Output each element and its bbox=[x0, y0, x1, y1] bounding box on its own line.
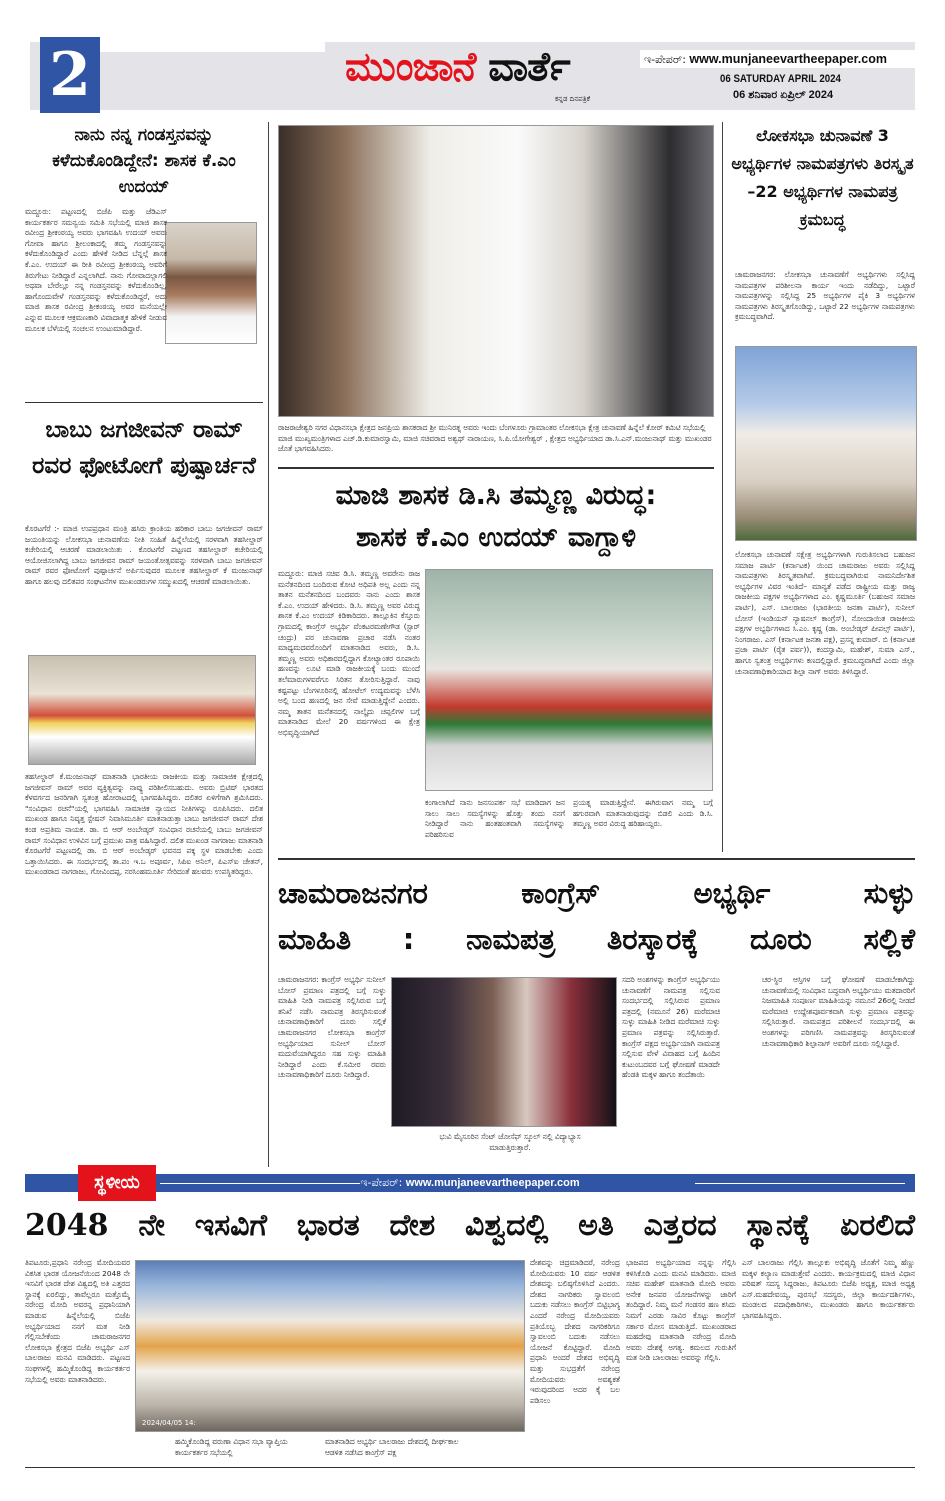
caption-munirathna: ರಾಜರಾಜೇಶ್ವರಿ ನಗರ ವಿಧಾನಸಭಾ ಕ್ಷೇತ್ರದ ಜನಪ್ರಿಯ ಶಾಸಕರಾದ ಶ್ರೀ ಮುನಿರತ್ನ ಅವರು ಇಂದು ಬೆಂಗಳೂರು ಗ್ರಾಮಾಂತರ ಲೋಕಸಭಾ ಕ್ಷೇತ್ರ ಚುನಾವಣೆ ಹಿನ್ನೆಲೆ ಕೋರ್ ಕಮಿಟಿ ಸಭೆಯಲ್ಲಿ ಮಾಜಿ ಮುಖ್ಯಮಂತ್ರಿಗಳಾದ ಎಚ್.ಡಿ.ಕುಮಾರಸ್ವಾಮಿ, ಮಾಜಿ ಸಚಿವರಾದ ಅಶ್ವಥ್ ನಾರಾಯಣ, ಸಿ.ಪಿ.ಯೋಗೇಶ್ವರ್ , ಕ್ಷೇತ್ರದ ಅಭ್ಯರ್ಥಿಯಾದ ಡಾ.ಸಿ.ಎನ್.ಮಂಜುನಾಥ್ ಮತ್ತು ಮುಖಂಡರ ಜೊತೆ ಭಾಗವಹಿಸಿದರು. bbox=[278, 423, 712, 454]
divider bbox=[278, 467, 714, 469]
photo-jagjivan-tribute bbox=[28, 655, 256, 765]
caption-2048-2: ಮಾತನಾಡಿದ ಅಭ್ಯರ್ಥಿ ಬಾಲರಾಜು ದೇಶದಲ್ಲಿ ದೀರ್ಘಕಾಲ ಆಡಳಿತ ನಡೆಸಿದ ಕಾಂಗ್ರೆಸ್ ಪಕ್ಷ bbox=[325, 1437, 459, 1457]
epaper-label: ಇ-ಪೇಪರ್: bbox=[644, 53, 686, 66]
photo-candidate-family bbox=[391, 977, 617, 1127]
headline-chamarajanagar bbox=[278, 870, 915, 962]
photo-munirathna-meeting bbox=[278, 125, 714, 417]
article-2048-col4: ಎಸ್ ಬಾಲರಾಜು ಗೆಲ್ಲಿಸಿ ತಾಲ್ಲೂಕು ಅಭಿವೃದ್ಧಿ ಜೊತೆಗೆ ನಿಮ್ಮ ಹೆಣ್ಣು ಮಕ್ಕಳ ಕಲ್ಯಾಣ ಮಾಡುತ್ತೇವೆ ಎಂದರು. ಕಾರ್ಯಕ್ರಮದಲ್ಲಿ ಮಾಜಿ ವಿಧಾನ ಪರಿಷತ್ ಸದಸ್ಯ ಸಿದ್ದರಾಜು, ತಿಪಟೂರು ಬಿಜೆಪಿ ಅಧ್ಯಕ್ಷ, ಮಾಜಿ ಅಧ್ಯಕ್ಷ ಎಸ್.ಮಹದೇವಯ್ಯ, ಪುರಸಭೆ ಸದಸ್ಯರು, ಜಿಲ್ಲಾ ಕಾರ್ಯದರ್ಶಿಗಳು, ಮಂಡಲದ ಪದಾಧಿಕಾರಿಗಳು, ಮುಖಂಡರು ಹಾಗೂ ಕಾರ್ಯಕರ್ತರು ಭಾಗವಹಿಸಿದ್ದರು. bbox=[742, 1258, 915, 1320]
photo-bjp-meeting bbox=[135, 1260, 525, 1432]
masthead-gap bbox=[100, 42, 325, 52]
article-chamarajanagar-col1: ಚಾಮರಾಜನಗರ: ಕಾಂಗ್ರೆಸ್ ಅಭ್ಯರ್ಥಿ ಸುನೀಲ್ ಬೋಸ್ ಪ್ರಮಾಣ ಪತ್ರದಲ್ಲಿ ಬಗ್ಗೆ ಸುಳ್ಳು ಮಾಹಿತಿ ನೀಡಿ ನಾಮಪತ್ರ ಸಲ್ಲಿಸಿರುವ ಬಗ್ಗೆ ತನಿಖೆ ನಡೆಸಿ ನಾಮಪತ್ರ ತಿರಸ್ಕರಿಸುವಂತೆ ಚುನಾವಣಾಧಿಕಾರಿಗೆ ದೂರು ಸಲ್ಲಿಕೆ ಚಾಮರಾಜನಗರ ಲೋಕಸಭಾ ಕಾಂಗ್ರೆಸ್ ಅಭ್ಯರ್ಥಿಯಾದ ಸುನೀಲ್ ಬೋಸ್ ಮದುವೆಯಾಗಿದ್ದರೂ ಸಹ ಸುಳ್ಳು ಮಾಹಿತಿ ನೀಡಿದ್ದಾರೆ ಎಂದು ಕೆ.ಸಮೀರ ರವರು ಚುನಾವಣಾಧಿಕಾರಿಗೆ ದೂರು ನೀಡಿದ್ದಾರೆ. bbox=[278, 975, 386, 1080]
photo-campaign-rally bbox=[425, 569, 713, 791]
headline-thammanna bbox=[278, 475, 714, 559]
article-udaya bbox=[25, 207, 263, 393]
article-2048-col2: ದೇಶವನ್ನು ಚಿದ್ರಮಾಡಿದರೆ, ನರೇಂದ್ರ ಮೋದಿಯವರು 10 ವರ್ಷ ಆಡಳಿತ ದೇಶವನ್ನು ಬಲಿಷ್ಠಗೊಳಿಸಿದೆ ಎಂದರು. ದೇಶದ ನಾಗರಿಕರು ಸ್ವಾವಲಂಬಿ ಬದುಕು ನಡೆಸಲು ಕಾಂಗ್ರೆಸ್ ಬಿಟ್ಟಿಭಾಗ್ಯ ಎಂದರೆ ನರೇಂದ್ರ ಮೋದಿಯವರು ಪ್ರತಿಯೊಬ್ಬ ದೇಶದ ನಾಗರಿಕರಿಗೂ ಸ್ವಾವಲಂಬಿ ಬದುಕು ನಡೆಸಲು ಯೋಜನೆ ಕೊಟ್ಟಿದ್ದಾರೆ. ಮೋದಿ ಪ್ರಧಾನಿ ಅಂದರೆ ದೇಶದ ಅಭಿವೃದ್ಧಿ ಮತ್ತು ಸುಭದ್ರತೆಗೆ ನರೇಂದ್ರ ಮೋದಿಯವರು ಅವಶ್ಯಕತೆ ಇರುವುದರಿಂದ ಅದರ ಕೈ ಬಲ ಪಡಿಸಲು bbox=[530, 1258, 620, 1405]
section-epaper-url[interactable]: www.munjaneevartheepaper.com bbox=[405, 1177, 580, 1189]
article-jagjivan-bottom: ತಹಸೀಲ್ದಾರ್ ಕೆ.ಮಂಜುನಾಥ್ ಮಾತನಾಡಿ ಭಾರತೀಯ ರಾಜಕೀಯ ಮತ್ತು ಸಾಮಾಜಿಕ ಕ್ಷೇತ್ರದಲ್ಲಿ ಜಗಜೀವನ್ ರಾಮ್ ಅವರ ವ್ಯಕ್ತಿತ್ವವನ್ನು ನಾವ್ಯು ಪರಿಶೀಲಿಸಬಹುದು. ಅವರು ಬ್ರಿಟಿಷ್ ಭಾರತದ ಕೆಳವರ್ಗದ ಜನರಿಗಾಗಿ ಸ್ವತಂತ್ರ ಹೋರಾಟದಲ್ಲಿ ಭಾಗವಹಿಸಿದ್ದರು. ದಲಿತರ ಏಳಿಗೆಗಾಗಿ ಶ್ರಮಿಸಿದರು. "ಸಂವಿಧಾನ ರಚನೆ"ಯಲ್ಲಿ ಭಾಗವಹಿಸಿ ಸಾಮಾಜಿಕ ನ್ಯಾಯದ ನೀತಿಗಳನ್ನು ರೂಪಿಸಿದರು. ದಲಿತ ಮುಖಂಡ ಹಾಗೂ ನಿವೃತ್ತ ಸ್ಟೇಷನ್ ನಿವಾಸಿಮೂರ್ತಿ ಮಾತನಾಡುತ್ತಾ ಬಾಬು ಜಗಜೀವನ್ ರಾಮ್ ದೇಶ ಕಂಡ ಅಪ್ರತಿಮ ನಾಯಕ. ಡಾ. ಬಿ ಆರ್ ಅಂಬೇಡ್ಕರ್ ಸಂವಿಧಾನ ರಚನೆಯಲ್ಲಿ ಬಾಬು ಜಗಜೀವನ್ ರಾಮ್ ಸಂವಿಧಾನ ಉಳಿವಿನ ಬಗ್ಗೆ ಪ್ರಮುಖ ಪಾತ್ರ ವಹಿಸಿದ್ದಾರೆ. ದಲಿತ ಮುಖಂಡ ನಾಗರಾಜು ಮಾತನಾಡಿ ಕೊರಟಗೆರೆ ಪಟ್ಟಣದಲ್ಲಿ ಡಾ. ಬಿ ಆರ್ ಅಂಬೇಡ್ಕರ್ ಭವನದ ಪಕ್ಕ ಸ್ಥಳ ಮಾಡಬೇಕು ಎಂದು ಒತ್ತಾಯಿಸಿದರು. ಈ ಸಂದರ್ಭದಲ್ಲಿ ತಾ.ಪಂ ಇ.ಒ ಅಪೂರ್ವ, ಸಿಪಿಐ ಅನಿಲ್, ಪಿಎಸ್ಐ ಚೇತನ್, ಮುಖಂಡರಾದ ನಾಗರಾಜು, ಗೋವಿಂದಪ್ಪ, ನರಸಿಂಹಮೂರ್ತಿ ಸೇರಿದಂತೆ ಹಲವರು ಉಪಸ್ಥಿತರಿದ್ದರು. bbox=[25, 772, 263, 877]
article-chamarajanagar-col3: ಚರ-ಸ್ಥಿರ ಆಸ್ತಿಗಳ ಬಗ್ಗೆ ಘೋಷಣೆ ಮಾಡಬೇಕಾಗಿದ್ದು ಚುನಾವಣೆಯಲ್ಲಿ ಸಂವಿಧಾನ ಬದ್ಧವಾಗಿ ಅಭ್ಯರ್ಥಿಯು ಮತದಾರರಿಗೆ ನಿಜಮಾಹಿತಿ ಸಂಪೂರ್ಣ ಮಾಹಿತಿಯನ್ನು ನಮೂನೆ 26ರಲ್ಲಿ ನೀಡದೆ ಮರೆಮಾಚಿ ಉದ್ದೇಶಪೂರ್ವಕವಾಗಿ ಸುಳ್ಳು ಪ್ರಮಾಣ ಪತ್ರವನ್ನು ಸಲ್ಲಿಸಿರುತ್ತಾರೆ. ನಾಮಪತ್ರದ ಪರಿಶೀಲನೆ ಸಂದರ್ಭದಲ್ಲಿ ಈ ಅಂಶಗಳನ್ನು ಪರಿಗಣಿಸಿ ನಾಮಪತ್ರವನ್ನು ತಿರಸ್ಕರಿಸುವಂತೆ ಚುನಾವಣಾಧಿಕಾರಿ ಶಿಲ್ಪಾನಾಗ್ ಅವರಿಗೆ ದೂರು ಸಲ್ಲಿಸಿದ್ದಾರೆ. bbox=[762, 975, 915, 1048]
logo-red: ಮುಂಜಾನೆ bbox=[345, 44, 476, 90]
article-chamarajanagar-col2: ಸದರಿ ಅಂಶಗಳನ್ನು ಕಾಂಗ್ರೆಸ್ ಅಭ್ಯರ್ಥಿಯು ಚುನಾವಣೆಗೆ ನಾಮಪತ್ರ ಸಲ್ಲಿಸುವ ಸಂದರ್ಭದಲ್ಲಿ ಸಲ್ಲಿಸಿರುವ ಪ್ರಮಾಣ ಪತ್ರದಲ್ಲಿ (ನಮೂನೆ 26) ಮರೆಮಾಚಿ ಸುಳ್ಳು ಮಾಹಿತಿ ನೀಡಿದ ಮರೆಮಾಚಿ ಸುಳ್ಳು ಪ್ರಮಾಣ ಪತ್ರವನ್ನು ಸಲ್ಲಿಸಿರುತ್ತಾರೆ. ಕಾಂಗ್ರೆಸ್ ಪಕ್ಷದ ಅಭ್ಯರ್ಥಿಯಾಗಿ ನಾಮಪತ್ರ ಸಲ್ಲಿಸುವ ವೇಳೆ ವಿವಾಹದ ಬಗ್ಗೆ ಹಿಂದಿನ ಕುಟುಂಬದವರ ಬಗ್ಗೆ ಘೋಷಣೆ ಮಾಡದೇ ಹೆಂಡತಿ ಮಕ್ಕಳ ಹಾಗೂ ತಂದೆತಾಯಿ bbox=[622, 975, 720, 1080]
section-tab-local[interactable]: ಸ್ಥಳೀಯ bbox=[78, 1165, 156, 1201]
article-thammanna: ಮದ್ದೂರು: ಮಾಜಿ ಸಚಿವ ಡಿ.ಸಿ. ತಮ್ಮಣ್ಣ ಅವರೇನು ರಾಜ ಮನೆತನದಿಂದ ಬಂದಿರುವ ಕೋಟಿ ಅಧಿಪತಿ ಅಲ್ಲ ಎಂದು ನನ್ನ ತಾತನ ಮನೆತನದಿಂದ ಬಂದವರು ನಾನು ಎಂದು ಶಾಸಕ ಕೆ.ಎಂ. ಉದಯ್ ಹೇಳಿದರು. ಡಿ.ಸಿ. ತಮ್ಮಣ್ಣ ಅವರ ವಿರುದ್ಧ ಶಾಸಕ ಕೆ.ಎಂ ಉದಯ್ ಕಿಡಿಕಾರಿದರು. ತಾಲ್ಲೂಕಿನ ಕೆಸ್ತೂರು ಗ್ರಾಮದಲ್ಲಿ ಕಾಂಗ್ರೆಸ್ ಅಭ್ಯರ್ಥಿ ವೆಂಕಟರಮಣೇಗೌಡ (ಸ್ಟಾರ್ ಚಂದ್ರು) ಪರ ಚುನಾವಣಾ ಪ್ರಚಾರ ನಡೆಸಿ ನಂತರ ಮಾಧ್ಯಮದವರೊಂದಿಗೆ ಮಾತನಾಡಿದ ಅವರು, ಡಿ.ಸಿ. ತಮ್ಮಣ್ಣ ಅವರು ಅಧಿಕಾರದಲ್ಲಿದ್ದಾಗ ಕೋಟ್ಯಾಂತರ ರೂಪಾಯಿ ಹಣವನ್ನು ಲೂಟಿ ಮಾಡಿ ರಾಜಕೀಯಕ್ಕೆ ಬಂದು ಮುಂದೆ ತಲೆಮಾರುಗಳವರೆಗೂ ಸಿರಿತನ ತೋರಿಸುತ್ತಿದ್ದಾರೆ. ನಾವು ಕಷ್ಟಪಟ್ಟು ಬೆಂಗಳೂರಿನಲ್ಲಿ ಹೋಟೆಲ್ ಉದ್ಯಮವನ್ನು ಬೆಳೆಸಿ ಅಲ್ಲಿ ಬಂದ ಹಣದಲ್ಲಿ ಜನ ಸೇವೆ ಮಾಡುತ್ತಿದ್ದೇನೆ ಎಂದರು. ನಮ್ಮ ತಾತನ ಮನೆತನದಲ್ಲಿ ನಾಲ್ಕೈದು ಚಪ್ಪಲಿಗಳ ಬಗ್ಗೆ ಮಾತನಾಡಿದ ಮೇಲೆ 20 ವರ್ಷಗಳಿಂದ ಈ ಕ್ಷೇತ್ರ ಅಭಿವೃದ್ಧಿಯಾಗಿದೆ bbox=[278, 569, 420, 737]
section-epaper-label: ಇ-ಪೇಪರ್: bbox=[360, 1176, 403, 1189]
article-2048-col3: ಭಾಜಪದ ಅಭ್ಯರ್ಥಿಯಾದ ನನ್ನನ್ನು ಗೆಲ್ಲಿಸಿ ಕಳಿಸಿಕೊಡಿ ಎಂದು ಮನವಿ ಮಾಡಿದರು. ಮಾಜಿ ಸಚಿವ ಮಹೇಶ್ ಮಾತನಾಡಿ ಮೋದಿ ಅವರು ಅನೇಕ ಜನಪರ ಯೋಜನೆಗಳನ್ನು ಜಾರಿಗೆ ತಂದಿದ್ದಾರೆ. ನಿಮ್ಮ ಮನೆ ಗಂಡಸರ ಹಣ ಕಸಿದು ನಿಮಗೆ ಎರಡು ಸಾವಿರ ಕೊಟ್ಟು ಕಾಂಗ್ರೆಸ್ ಸರ್ಕಾರ ಮೋಸ ಮಾಡುತ್ತಿದೆ. ಮುಖಂಡರಾದ ಮಹದೇವು ಮಾತನಾಡಿ ನರೇಂದ್ರ ಮೋದಿ ಅವರು ದೇಶಕ್ಕೆ ಅಗತ್ಯ. ಕಮಲದ ಗುರುತಿಗೆ ಮತ ನೀಡಿ ಬಾಲರಾಜು ಅವರನ್ನು ಗೆಲ್ಲಿಸಿ. bbox=[626, 1258, 736, 1363]
headline-line: ಶಾಸಕ ಕೆ.ಎಂ ಉದಯ್ ವಾಗ್ದಾಳಿ bbox=[355, 522, 637, 553]
article-loksabha-bottom: ಲೋಕಸಭಾ ಚುನಾವಣೆ ಸಕ್ಷೇತ್ರ ಅಭ್ಯರ್ಥಿಗಳಾಗಿ ಗುರುತಿಸಲಾದ ಬಹುಜನ ಸಮಾಜ ಪಾರ್ಟಿ (ಕರ್ನಾಟಕ) ಯಿಂದ ಚಾಮರಾಜು ಅವರು ಸಲ್ಲಿಸಿದ್ದ ನಾಮಪತ್ರಗಳು ತಿರಸ್ಕೃತವಾಗಿವೆ. ಕ್ರಮಬದ್ಧವಾಗಿರುವ ನಾಮನಿರ್ದೇಶಿತ ಅಭ್ಯರ್ಥಿಗಳ ವಿವರ ಇಂತಿದೆ– ಮಾನ್ಯತೆ ಪಡೆದ ರಾಷ್ಟ್ರೀಯ ಮತ್ತು ರಾಜ್ಯ ರಾಜಕೀಯ ಪಕ್ಷಗಳ ಅಭ್ಯರ್ಥಿಗಳಾದ ಎಂ. ಕೃಷ್ಣಮೂರ್ತಿ (ಬಹುಜನ ಸಮಾಜ ಪಾರ್ಟಿ), ಎಸ್. ಬಾಲರಾಜು (ಭಾರತೀಯ ಜನತಾ ಪಾರ್ಟಿ), ಸುನೀಲ್ ಬೋಸ್ (ಇಂಡಿಯನ್ ನ್ಯಾಷನಲ್ ಕಾಂಗ್ರೆಸ್), ನೋಂದಾಯಿತ ರಾಜಕೀಯ ಪಕ್ಷಗಳ ಅಭ್ಯರ್ಥಿಗಳಾದ ಸಿ.ಎಂ. ಕೃಷ್ಣ (ಡಾ. ಅಂಬೇಡ್ಕರ್ ಪೀಪಲ್ಸ್ ಪಾರ್ಟಿ), ನಿಂಗರಾಜು. ಎಸ್ (ಕರ್ನಾಟಕ ಜನತಾ ಪಕ್ಷ), ಪ್ರಸನ್ನ ಕುಮಾರ್. ಬಿ (ಕರ್ನಾಟಕ ಪ್ರಜಾ ಪಾರ್ಟಿ (ರೈತ ಪರ್ವ)), ಕಂದಸ್ವಾಮಿ, ಮಹೇಶ್, ಸುಮಾ ಎಸ್., ಹಾಗೂ ಸ್ವತಂತ್ರ ಅಭ್ಯರ್ಥಿಗಳು ಕಣದಲ್ಲಿದ್ದಾರೆ. ಕ್ರಮಬದ್ಧವಾಗಿದೆ ಎಂದು ಜಿಲ್ಲಾ ಚುನಾವಣಾಧಿಕಾರಿಯಾದ ಶಿಲ್ಪಾ ನಾಗ್ ಅವರು ತಿಳಿಸಿದ್ದಾರೆ. bbox=[735, 550, 915, 676]
article-udaya-text: ಮದ್ದೂರು: ಪಟ್ಟಣದಲ್ಲಿ ಬಿಜೆಪಿ ಮತ್ತು ಜೆಡಿಎಸ್ ಕಾರ್ಯಕರ್ತರ ಸಮನ್ವಯ ಸಮಿತಿ ಸಭೆಯಲ್ಲಿ ಮಾಜಿ ಶಾಸಕ ರವೀಂದ್ರ ಶ್ರೀಕಂಠಯ್ಯ ಅವರು ಭಾಗವಹಿಸಿ ಉದಯ್ ಅವರು ಗೋವಾ ಹಾಗೂ ಶ್ರೀಲಂಕಾದಲ್ಲಿ ತಮ್ಮ ಗಂಡಸ್ತನವನ್ನು ಕಳೆದುಕೊಂಡಿದ್ದಾರೆ ಎಂದು ಹೇಳಿಕೆ ನೀಡಿದ ಬೆನ್ನಲ್ಲೆ ಶಾಸಕ ಕೆ.ಎಂ. ಉದಯ್ ಈ ರೀತಿ ರವೀಂದ್ರ ಶ್ರೀಕಂಠಯ್ಯ ಅವರಿಗೆ ತಿರುಗೇಟು ನೀಡಿದ್ದಾರೆ ಎನ್ನಲಾಗಿದೆ. ನಾನು ಗೋವಾದಲ್ಲಾಗಲಿ ಅಥವಾ ಬೇರೆಲ್ಲೂ ನನ್ನ ಗಂಡಸ್ತನವನ್ನು ಕಳೆದುಕೊಂಡಿಲ್ಲ, ಹಾಗೊಂದುವೇಳೆ ಗಂಡಸ್ತನವನ್ನು ಕಳೆದುಕೊಂಡಿದ್ದರೆ, ಅದು ಮಾಜಿ ಶಾಸಕ ರವೀಂದ್ರ ಶ್ರೀಕಂಠಯ್ಯ ಅವರ ಮನೆಯಲ್ಲೇ ಎನ್ನುವ ಮೂಲಕ ಆಕ್ರಮಣಕಾರಿ ವಿವಾದಾತ್ಮಕ ಹೇಳಿಕೆ ನೀಡುವ ಮೂಲಕ ಬೆಳೆಯಲ್ಲಿ ಸಂಚಲನ ಉಂಟುಮಾಡಿದ್ದಾರೆ. bbox=[25, 207, 167, 333]
column-divider bbox=[722, 122, 723, 852]
photo-district-office bbox=[735, 346, 917, 541]
photo-timestamp: 2024/04/05 14: bbox=[142, 1419, 196, 1427]
headline-line: ಮಾಹಿತಿ : ನಾಮಪತ್ರ ತಿರಸ್ಕಾರಕ್ಕೆ ದೂರು ಸಲ್ಲಿಕೆ bbox=[278, 922, 915, 956]
headline-line: ಚಾಮರಾಜನಗರ ಕಾಂಗ್ರೆಸ್ ಅಭ್ಯರ್ಥಿ ಸುಳ್ಳು bbox=[278, 876, 915, 910]
section-bar bbox=[25, 1174, 915, 1192]
date-english: 06 SATURDAY APRIL 2024 bbox=[720, 73, 841, 85]
article-2048-col1: ತಿಪಟೂರು,ಪ್ರಧಾನಿ ನರೇಂದ್ರ ಮೋದಿಯವರ ವಿಕಸಿತ ಭಾರತ ಯೋಜನೆಯಿಂದ 2048 ನೇ ಇಸವಿಗೆ ಭಾರತ ದೇಶ ವಿಶ್ವದಲ್ಲಿ ಅತಿ ಎತ್ತರದ ಸ್ಥಾನಕ್ಕೆ ಏರಲಿದ್ದು, ತಾವೆಲ್ಲರೂ ಮತ್ತೊಮ್ಮೆ ನರೇಂದ್ರ ಮೋದಿ ಅವರನ್ನ ಪ್ರಧಾನಿಯಾಗಿ ಮಾಡುವ ಹಿನ್ನೆಲೆಯಲ್ಲಿ ಬಿಜೆಪಿ ಅಭ್ಯರ್ಥಿಯಾದ ನನಗೆ ಮತ ನೀಡಿ ಗೆಲ್ಲಿಸಬೇಕೆಂದು ಚಾಮರಾಜನಗರ ಲೋಕಸಭಾ ಕ್ಷೇತ್ರದ ಬಿಜೆಪಿ ಅಭ್ಯರ್ಥಿ ಎಸ್ ಬಾಲರಾಜು ಮನವಿ ಮಾಡಿದರು. ಪಟ್ಟಣದ ಸಂಘಗಳಲ್ಲಿ ಹಮ್ಮಿಕೊಂಡಿದ್ದ ಕಾರ್ಯಕರ್ತರ ಸಭೆಯಲ್ಲಿ ಅವರು ಮಾತನಾಡಿದರು. bbox=[25, 1258, 130, 1384]
page-number: 2 bbox=[40, 37, 100, 113]
article-loksabha-top: ಚಾಮರಾಜನಗರ: ಲೋಕಸಭಾ ಚುನಾವಣೆಗೆ ಅಭ್ಯರ್ಥಿಗಳು ಸಲ್ಲಿಸಿದ್ದ ನಾಮಪತ್ರಗಳ ಪರಿಶೀಲನಾ ಕಾರ್ಯ ಇಂದು ನಡೆದಿದ್ದು, ಒಟ್ಟಾರೆ ನಾಮಪತ್ರಗಳನ್ನು ಸಲ್ಲಿಸಿದ್ದ 25 ಅಭ್ಯರ್ಥಿಗಳ ಪೈಕಿ 3 ಅಭ್ಯರ್ಥಿಗಳ ನಾಮಪತ್ರಗಳು ತಿರಸ್ಕೃತಗೊಂಡಿದ್ದು, ಒಟ್ಟಾರೆ 22 ಅಭ್ಯರ್ಥಿಗಳ ನಾಮಪತ್ರಗಳು ಕ್ರಮಬದ್ಧವಾಗಿದೆ. bbox=[735, 270, 915, 322]
float-spacer bbox=[167, 219, 263, 359]
article-thammanna-col2: ಕಂಗಾಲಾಗಿದೆ ನಾನು ಜನಸಂಪರ್ಕ ಸಭೆ ಮಾಡಿದಾಗ ಜನ ಸಾಲು ಸಾಲು ಸಮಸ್ಯೆಗಳನ್ನು ಹೊತ್ತು ತಂದು ನನಗೆ ನೀಡಿದ್ದಾರೆ ನಾನು ಹಂತಹಂತವಾಗಿ ಸಮಸ್ಯೆಗಳನ್ನು ಪರಿಹರಿಸುವ bbox=[425, 798, 565, 839]
bar-line bbox=[695, 1183, 905, 1184]
bottom-rule bbox=[25, 1467, 915, 1468]
headline-loksabha: ಲೋಕಸಭಾ ಚುನಾವಣೆ 3 ಅಭ್ಯರ್ಥಿಗಳ ನಾಮಪತ್ರಗಳು ತಿರಸ್ಕೃತ –22 ಅಭ್ಯರ್ಥಿಗಳ ನಾಮಪತ್ರ ಕ್ರಮಬದ್ಧ bbox=[731, 126, 914, 229]
article-jagjivan-top: ಕೊರಟಗೆರೆ :- ಮಾಜಿ ಉಪಪ್ರಧಾನ ಮಂತ್ರಿ ಹಸಿರು ಕ್ರಾಂತಿಯ ಹರಿಕಾರ ಬಾಬು ಜಗಜೀವನ್ ರಾಮ್ ಜಯಂತಿಯನ್ನು ಲೋಕಸಭಾ ಚುನಾವಣೆಯ ನೀತಿ ಸಂಹಿತೆ ಹಿನ್ನೆಲೆಯಲ್ಲಿ ಸರಳವಾಗಿ ತಹಸೀಲ್ದಾರ್ ಕಚೇರಿಯಲ್ಲಿ ಆಚರಣೆ ಮಾಡಲಾಯಿತು . ಕೊರಟಗೆರೆ ಪಟ್ಟಣದ ತಹಸೀಲ್ದಾರ್ ಕಚೇರಿಯಲ್ಲಿ ಆಯೋಜಿಸಲಾಗಿದ್ದ ಬಾಬು ಜಗಜೀವನ ರಾಮ್ ಜಯಂತೋತ್ಸವವನ್ನು ಸರಳವಾಗಿ ಬಾಬು ಜಗಜೀವನ್ ರಾಮ್ ರವರ ಫೋಟೋಗೆ ಪುಷ್ಪಾರ್ಚನೆ ಅರ್ಪಿಸುವುದರ ಮೂಲಕ ತಹಸೀಲ್ದಾರ್ ಕೆ ಮಂಜುನಾಥ್ ಹಾಗೂ ಹಲವು ದಲಿತಪರ ಸಂಘಟನೆಗಳ ಮುಖಂಡರುಗಳ ಸಮ್ಮುಖದಲ್ಲಿ ಆಚರಣೆ ಮಾಡಲಾಯಿತು. bbox=[25, 524, 263, 586]
caption-2048-1: ಹಮ್ಮಿಕೊಂಡಿದ್ದ ವರುಣಾ ವಿಧಾನ ಸಭಾ ವ್ಯಾಪ್ತಿಯ ಕಾರ್ಯಕರ್ತರ ಸಭೆಯಲ್ಲಿ bbox=[175, 1437, 288, 1457]
epaper-url[interactable]: www.munjaneevartheepaper.com bbox=[689, 52, 887, 66]
divider bbox=[278, 858, 915, 860]
headline-2048: 2048 ನೇ ಇಸವಿಗೆ ಭಾರತ ದೇಶ ವಿಶ್ವದಲ್ಲಿ ಅತಿ ಎತ್ತರದ ಸ್ಥಾನಕ್ಕೆ ಏರಲಿದೆ bbox=[25, 1208, 915, 1243]
headline-line: ಮಾಜಿ ಶಾಸಕ ಡಿ.ಸಿ ತಮ್ಮಣ್ಣ ವಿರುದ್ಧ: bbox=[335, 480, 657, 511]
headline-jagjivan: ಬಾಬು ಜಗಜೀವನ್ ರಾಮ್ ರವರ ಫೋಟೋಗೆ ಪುಷ್ಪಾರ್ಚನೆ bbox=[32, 417, 256, 479]
logo-black: ವಾರ್ತೆ bbox=[488, 44, 570, 90]
bar-line bbox=[160, 1183, 360, 1184]
article-thammanna-col3: ಪ್ರಯತ್ನ ಮಾಡುತ್ತಿದ್ದೇನೆ. ಈಗಿರುವಾಗ ನಮ್ಮ ಬಗ್ಗೆ ಹಗುರವಾಗಿ ಮಾತನಾಡುವುದನ್ನು ಬಿಡಲಿ ಎಂದು ಡಿ.ಸಿ. ತಮ್ಮಣ್ಣ ಅವರ ವಿರುದ್ಧ ಹರಿಹಾಯ್ದರು. bbox=[573, 798, 713, 829]
newspaper-logo bbox=[345, 44, 570, 90]
tagline: ಕನ್ನಡ ದಿನಪತ್ರಿಕೆ bbox=[555, 95, 591, 103]
divider bbox=[25, 402, 263, 403]
date-kannada: 06 ಶನಿವಾರ ಏಪ್ರಿಲ್ 2024 bbox=[733, 89, 834, 101]
caption-chamarajanagar: ಭುವಿ ಮೈಸೂರಿನ ಸೆಂಟ್ ಜೋಸೆಫ್ ಸ್ಕೂಲ್ ನಲ್ಲಿ ವಿದ್ಯಾಭ್ಯಾಸ ಮಾಡುತ್ತಿರುತ್ತಾರೆ. bbox=[439, 1132, 581, 1152]
epaper-link[interactable] bbox=[640, 50, 915, 68]
headline-udaya: ನಾನು ನನ್ನ ಗಂಡಸ್ತನವನ್ನು ಕಳೆದುಕೊಂಡಿದ್ದೇನೆ: ಶಾಸಕ ಕೆ.ಎಂ ಉದಯ್ bbox=[52, 125, 236, 197]
column-divider bbox=[268, 122, 269, 1167]
